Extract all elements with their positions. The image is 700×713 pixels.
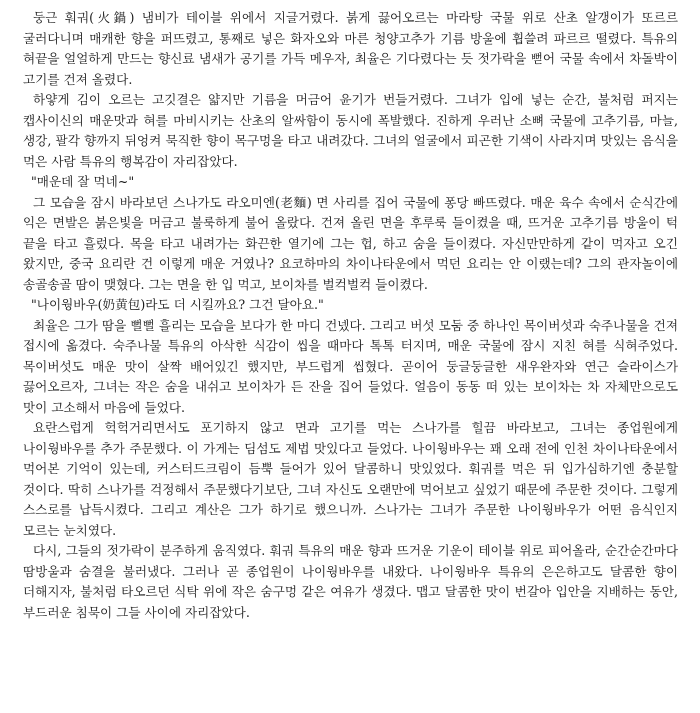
paragraph-hotpot-scene: 둥근 훠궈(火鍋) 냄비가 테이블 위에서 지글거렸다. 붉게 끓어오르는 마라탕 국물 위로 산초 알갱이가 또르르 굴러다니며 매캐한 향을 퍼뜨렸고, 통째로 넣은 화자오와 마른 청양고추가 기름 방울에 휩쓸려 파르르 떨렸다. 특유의 혀끝을 얼얼하게 만드는 향신료 냄새가 공기를 가득 메우자, 최율은 기다렸다는 듯 젓가락을 뻗어 국물 속에서 차돌박이 고기를 건져 올렸다.	[23, 10, 678, 87]
paragraph-extra-order: 요란스럽게 헉헉거리면서도 포기하지 않고 면과 고기를 먹는 스나가를 힐끔 바라보고, 그녀는 종업원에게 나이웡바우를 추가 주문했다. 이 가게는 딤섬도 제법 맛있다고 들었다. 나이웡바우는 꽤 오래 전에 인천 차이나타운에서 먹어본 기억이 있는데, 커스터드크림이 듬뿍 들어가 있어 달콤하니 맛있었다. 훠궈를 먹은 뒤 입가심하기엔 충분할 것이다. 딱히 스나가를 걱정해서 주문했다기보단, 그녀 자신도 오랜만에 먹어보고 싶었기 때문에 주문한 것이다. 그렇게 스스로를 납득시켰다. 그리고 계산은 그가 하기로 했으니까. 스나가는 그녀가 주문한 나이웡바우가 어떤 음식인지 모르는 눈치였다.	[23, 420, 678, 538]
paragraph-mushrooms: 최율은 그가 땀을 뻘뻘 흘리는 모습을 보다가 한 마디 건넸다. 그리고 버섯 모둠 중 하나인 목이버섯과 숙주나물을 건져 접시에 옮겼다. 숙주나물 특유의 아삭한 식감이 씹을 때마다 톡톡 터지며, 매운 국물에 잠시 지친 혀를 식혀주었다. 목이버섯도 매운 맛이 살짝 배어있긴 했지만, 부드럽게 씹혔다. 곧이어 둥글둥글한 새우완자와 연근 슬라이스가 끓어오르자, 그녀는 작은 숨을 내쉬고 보이차가 든 잔을 집어 들었다. 얼음이 동동 떠 있는 보이차는 차 자체만으로도 맛이 고소해서 마음에 들었다.	[23, 317, 678, 415]
dialogue-spicy-comment: "매운데 잘 먹네~"	[31, 174, 135, 189]
paragraph-sunaga-noodles: 그 모습을 잠시 바라보던 스나가도 라오미엔(老麵) 면 사리를 집어 국물에 퐁당 빠뜨렸다. 매운 육수 속에서 순식간에 익은 면발은 붉은빛을 머금고 불룩하게 불어 올랐다. 건져 올린 면을 후루룩 들이켰을 때, 뜨거운 고추기름 방울이 턱 끝을 타고 흘렀다. 목을 타고 내려가는 화끈한 열기에 그는 헙, 하고 숨을 들이켰다. 자신만만하게 같이 먹자고 오긴 왔지만, 중국 요리란 건 이렇게 매운 거였나? 요코하마의 차이나타운에서 먹던 요리는 안 이랬는데? 그의 관자놀이에 송골송골 땀이 맺혔다. 그는 면을 한 입 먹고, 보이차를 벌컥벌컥 들이켰다.	[23, 194, 678, 292]
paragraph-dessert-arrives: 다시, 그들의 젓가락이 분주하게 움직였다. 훠궈 특유의 매운 향과 뜨거운 기운이 테이블 위로 피어올라, 순간순간마다 땀방울과 숨결을 불러냈다. 그러나 곧 종업원이 나이웡바우를 내왔다. 나이웡바우 특유의 은은하고도 달콤한 향이 더해지자, 불처럼 타오르던 식탁 위에 작은 숨구멍 같은 여유가 생겼다. 맵고 달콤한 맛이 번갈아 입안을 지배하는 동안, 부드러운 침묵이 그들 사이에 자리잡았다.	[23, 543, 678, 620]
paragraph-first-bite: 하얗게 김이 오르는 고깃결은 얇지만 기름을 머금어 윤기가 번들거렸다. 그녀가 입에 넣는 순간, 불처럼 퍼지는 캡사이신의 매운맛과 혀를 마비시키는 산초의 알싸함이 동시에 폭발했다. 진하게 우러난 소뼈 국물에 고추기름, 마늘, 생강, 팔각 향까지 뒤엉켜 묵직한 향이 목구멍을 타고 내려갔다. 그녀의 얼굴에서 피곤한 기색이 사라지며 맛있는 음식을 먹은 사람 특유의 행복감이 자리잡았다.	[23, 92, 678, 169]
dialogue-order-suggestion: "나이웡바우(奶黄包)라도 더 시킬까요? 그건 달아요."	[31, 297, 324, 312]
